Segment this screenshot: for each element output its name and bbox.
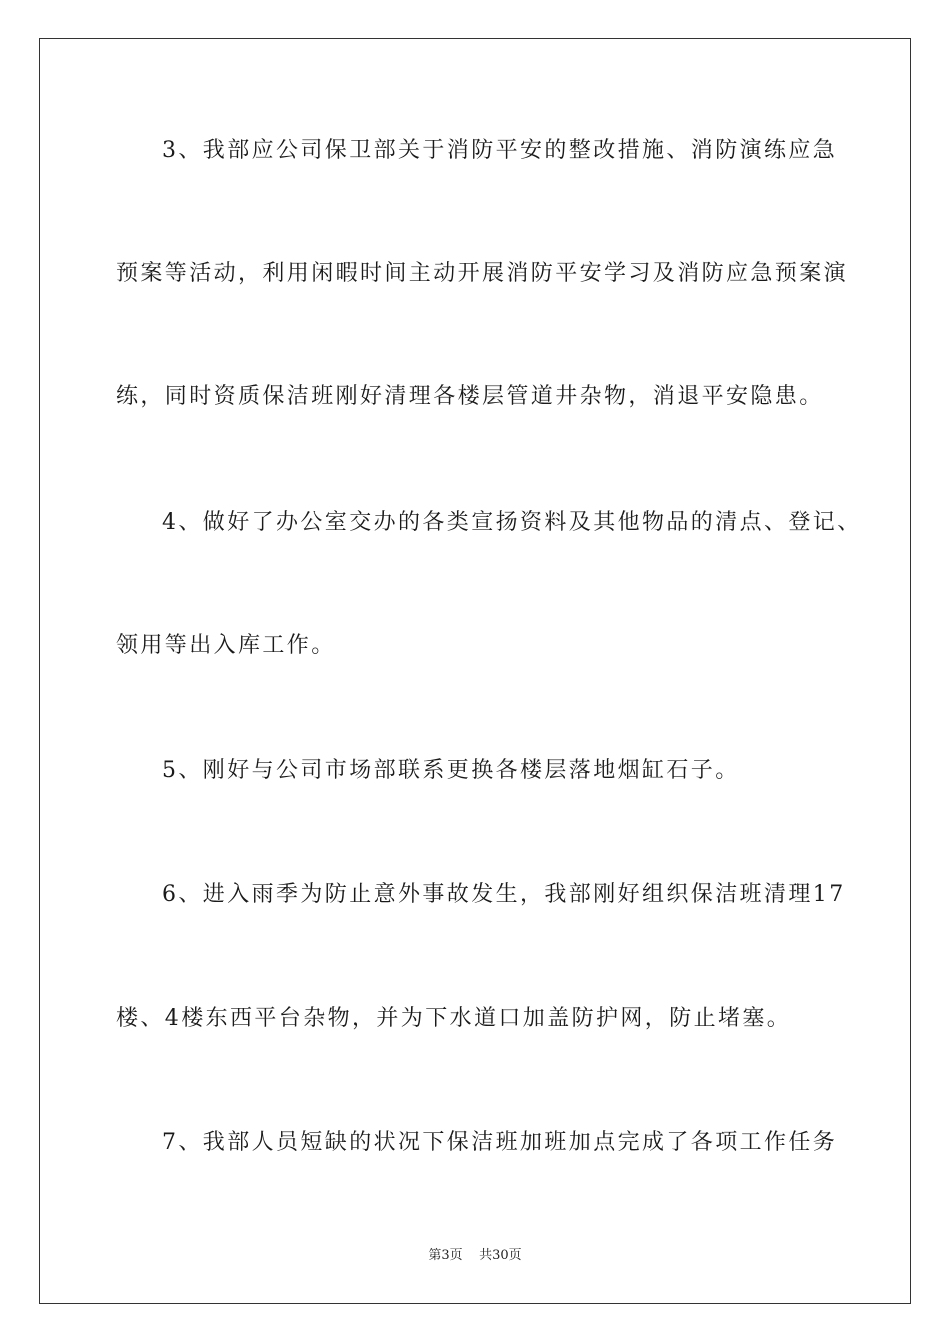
paragraph-4-line-2: 领用等出入库工作。 [116, 633, 336, 658]
paragraph-3-line-1: 3、我部应公司保卫部关于消防平安的整改措施、消防演练应急 [162, 138, 838, 163]
paragraph-3-line-2: 预案等活动，利用闲暇时间主动开展消防平安学习及消防应急预案演 [116, 261, 849, 286]
page-footer [0, 1247, 950, 1265]
paragraph-6-line-2: 楼、4楼东西平台杂物，并为下水道口加盖防护网，防止堵塞。 [116, 1006, 792, 1031]
paragraph-4-line-1: 4、做好了办公室交办的各类宣扬资料及其他物品的清点、登记、 [162, 510, 862, 535]
page-total: 共30页 [479, 1248, 522, 1263]
page-frame [39, 38, 911, 1304]
paragraph-3-line-3: 练，同时资质保洁班刚好清理各楼层管道井杂物，消退平安隐患。 [116, 384, 824, 409]
paragraph-5-line-1: 5、刚好与公司市场部联系更换各楼层落地烟缸石子。 [162, 758, 740, 783]
paragraph-7-line-1: 7、我部人员短缺的状况下保洁班加班加点完成了各项工作任务 [162, 1130, 838, 1155]
paragraph-6-line-1: 6、进入雨季为防止意外事故发生，我部刚好组织保洁班清理17 [162, 882, 846, 907]
page-number: 第3页 [428, 1248, 463, 1263]
